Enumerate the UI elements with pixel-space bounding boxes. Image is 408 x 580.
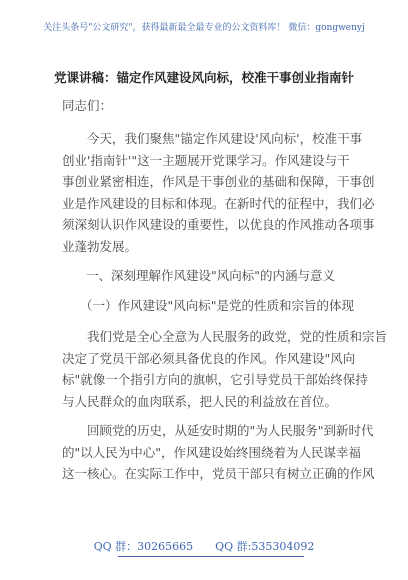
paragraph-line: 回顾党的历史，从延安时期的"为人民服务"到新时代 (87, 423, 374, 438)
paragraph-line: 须深刻认识作风建设的重要性，以优良的作风推动各项事 (62, 217, 375, 233)
paragraph-line: 这一核心。在实际工作中，党员干部只有树立正确的作风 (62, 466, 375, 482)
footer-qq-group-1: QQ 群：30265665 (93, 540, 194, 553)
paragraph-line: 业蓬勃发展。 (62, 238, 138, 254)
paragraph-line: 我们党是全心全意为人民服务的政党，党的性质和宗旨 (87, 329, 388, 344)
footer-contact (0, 538, 408, 554)
paragraph-party-nature (62, 326, 388, 412)
paragraph-line: 与人民群众的血肉联系，把人民的利益放在首位。 (62, 393, 338, 409)
paragraph-line: 创业'指南针'"这一主题展开党课学习。作风建设与干 (62, 152, 350, 168)
paragraph-line: 业是作风建设的目标和体现。在新时代的征程中，我们必 (62, 195, 375, 211)
footer-qq-group-2: QQ 群:535304092 (215, 540, 315, 553)
paragraph-line: 标"就像一个指引方向的旗帜，它引导党员干部始终保持 (62, 372, 368, 388)
paragraph-line: 决定了党员干部必须具备优良的作风。作风建设"风向 (62, 350, 356, 366)
paragraph-party-history (62, 420, 375, 485)
header-promo-note: 关注头条号"公文研究"，获得最新最全最专业的公文资料库！ 微信：gongwenyj (43, 23, 365, 33)
section-heading-1: 一、深刻理解作风建设"风向标"的内涵与意义 (86, 268, 335, 283)
subsection-heading-1-1: （一）作风建设"风向标"是党的性质和宗旨的体现 (80, 298, 354, 313)
footer-divider (118, 556, 304, 557)
paragraph-line: 的"以人民为中心"，作风建设始终围绕着为人民谋幸福 (62, 444, 362, 460)
document-title: 党课讲稿：锚定作风建设风向标，校准干事创业指南针 (53, 70, 354, 85)
paragraph-line: 事创业紧密相连，作风是干事创业的基础和保障，干事创 (62, 174, 375, 190)
salutation: 同志们： (62, 98, 113, 113)
paragraph-line: 今天，我们聚焦"锚定作风建设'风向标'，校准干事 (87, 131, 363, 146)
paragraph-intro (62, 128, 375, 258)
